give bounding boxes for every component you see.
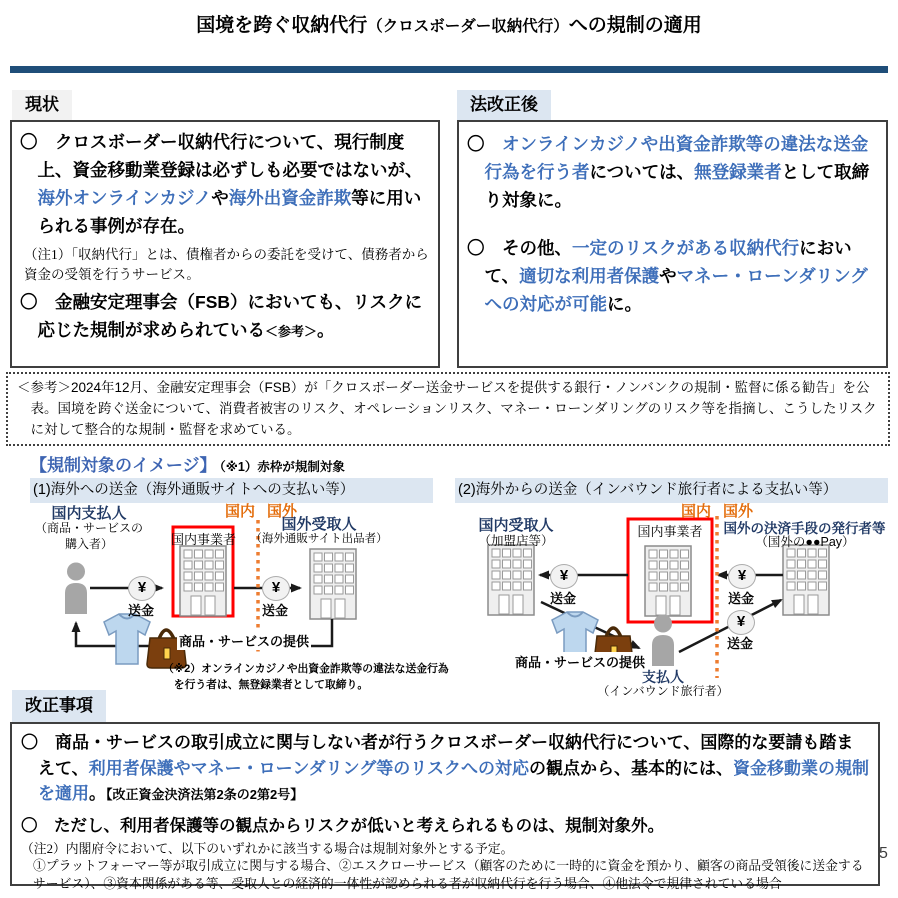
d2-remit-label-2: 送金 (549, 591, 576, 606)
d1-goods-provision-label: 商品・サービスの提供 (177, 631, 311, 650)
regulation-image-heading-title: 【規制対象のイメージ】 (30, 456, 217, 475)
page-number: 5 (879, 845, 888, 862)
d2-operator-label: 国内事業者 (637, 524, 703, 539)
amendment-note-2: ①プラットフォーマー等が取引成立に関与する場合、②エスクローサービス（顧客のために一時的に資金を預かり、顧客の商品受領後に送金するサービス）、③資本関係がある等、受取人との経済的一体性が認められる者が収納代行を行う場合、④他法令で規律されている場合 (33, 859, 864, 891)
tshirt-icon (104, 614, 150, 664)
fsb-reference-text: ＜参考＞2024年12月、金融安定理事会（FSB）が「クロスボーダー送金サービスを提供する銀行・ノンバンクの規制・監督に係る勧告」を公表。国境を跨ぐ送金について、消費者被害のリスク、オペレーションリスク、マネー・ローンダリングのリスク等を指摘し、こうしたリスクに対して整合的な規制・監督を求めている。 (17, 380, 877, 437)
yen-circle-icon: ¥ (728, 564, 756, 589)
d2-domestic-label: 国内 (680, 503, 711, 520)
d1-note-line1: （※2）オンラインカジノや出資金詐欺等の違法な送金行為 (163, 663, 449, 675)
d1-remit-label-2: 送金 (261, 603, 288, 618)
title-underline-bar (10, 66, 888, 73)
d2-overseas-label: 国外 (722, 503, 753, 520)
d2-recipient-label: 国内受取人 (478, 517, 554, 534)
d2-payer-sublabel: （インバウンド旅行者） (597, 684, 729, 698)
diagram-inbound-remittance (453, 500, 890, 715)
current-status-header-label: 現状 (25, 95, 59, 114)
domestic-recipient-building-icon (488, 545, 534, 615)
amendment-header-label: 改正事項 (25, 696, 93, 715)
d1-domestic-label: 国内 (224, 503, 255, 520)
amendment-header (12, 690, 106, 722)
regulation-image-heading-note: （※1）赤枠が規制対象 (219, 460, 345, 474)
amendment-box (10, 722, 880, 891)
d2-recipient-sublabel: （加盟店等） (478, 534, 554, 548)
overseas-issuer-building-icon (783, 545, 829, 615)
yen-circle-icon: ¥ (128, 576, 156, 601)
fsb-reference-box (6, 372, 890, 446)
revised-law-header (457, 90, 551, 120)
yen-circle-icon: ¥ (550, 564, 578, 589)
page-title: 国境を跨ぐ収納代行（クロスボーダー収納代行）への規制の適用 (196, 15, 702, 36)
current-paragraph-1: 〇 クロスボーダー収納代行について、現行制度上、資金移動業登録は必ずしも必要ではないが、海外オンラインカジノや海外出資金詐欺等に用いられる事例が存在。 (20, 132, 423, 236)
d2-remit-label-1: 送金 (727, 591, 754, 606)
d1-overseas-label: 国外 (266, 503, 297, 520)
diagram-outbound-remittance (30, 500, 450, 710)
domestic-operator-building-icon (645, 546, 691, 616)
d2-payer-label: 支払人 (642, 669, 684, 685)
domestic-operator-building-icon (180, 546, 226, 616)
d1-recipient-sublabel: （海外通販サイト出品者） (250, 533, 388, 545)
current-note-1: （注1）「収納代行」とは、債権者からの委託を受けて、債務者から資金の受領を行うサービス。 (24, 247, 429, 282)
d1-remit-label-1: 送金 (127, 603, 154, 618)
revised-paragraph-1: 〇 オンラインカジノや出資金詐欺等の違法な送金行為を行う者については、無登録業者として取締り対象に。 (467, 134, 870, 210)
yen-circle-icon: ¥ (262, 576, 290, 601)
d1-note (163, 661, 455, 693)
diagram1-title-strip: (1)海外への送金（海外通販サイトへの支払い等） (30, 478, 433, 503)
amendment-paragraph-1: 〇 商品・サービスの取引成立に関与しない者が行うクロスボーダー収納代行について、国際的な要請も踏まえて、利用者保護やマネー・ローンダリング等のリスクへの対応の観点から、基本的には、資金移動業の規制を適用。【改正資金決済法第2条の2第2号】 (21, 733, 869, 803)
current-status-header (12, 90, 72, 120)
amendment-paragraph-2: 〇 ただし、利用者保護等の観点からリスクが低いと考えられるものは、規制対象外。 (21, 816, 665, 835)
domestic-payer-person-icon (65, 563, 87, 615)
amendment-note-1: （注2）内閣府令において、以下のいずれかに該当する場合は規制対象外とする予定。 (21, 841, 514, 856)
current-status-box (10, 120, 440, 368)
d2-remit-label-3: 送金 (726, 636, 753, 651)
d1-note-line2: を行う者は、無登録業者として取締り。 (173, 679, 369, 692)
d1-payer-sublabel: （商品・サービスの購入者） (34, 521, 143, 551)
d1-payer-label: 国内支払人 (51, 505, 127, 522)
inbound-payer-person-icon (652, 615, 674, 667)
diagram2-title-strip: (2)海外からの送金（インバウンド旅行者による支払い等） (455, 478, 888, 503)
d2-issuer-sublabel: （国外の●●Pay） (755, 535, 855, 549)
d1-recipient-label: 国外受取人 (281, 516, 357, 533)
d1-operator-label: 国内事業者 (171, 532, 237, 547)
revised-law-header-label: 法改正後 (470, 95, 538, 114)
revised-paragraph-2: 〇 その他、一定のリスクがある収納代行において、適切な利用者保護やマネー・ローンダリングへの対応が可能に。 (467, 238, 868, 314)
revised-law-box (457, 120, 888, 368)
d2-issuer-label: 国外の決済手段の発行者等 (723, 521, 886, 536)
current-paragraph-2: 〇 金融安定理事会（FSB）においても、リスクに応じた規制が求められている＜参考＞。 (20, 292, 423, 341)
overseas-recipient-building-icon (310, 549, 356, 619)
yen-circle-icon: ¥ (727, 610, 755, 635)
regulation-image-heading (30, 451, 345, 476)
d2-goods-provision-label: 商品・サービスの提供 (513, 652, 647, 671)
